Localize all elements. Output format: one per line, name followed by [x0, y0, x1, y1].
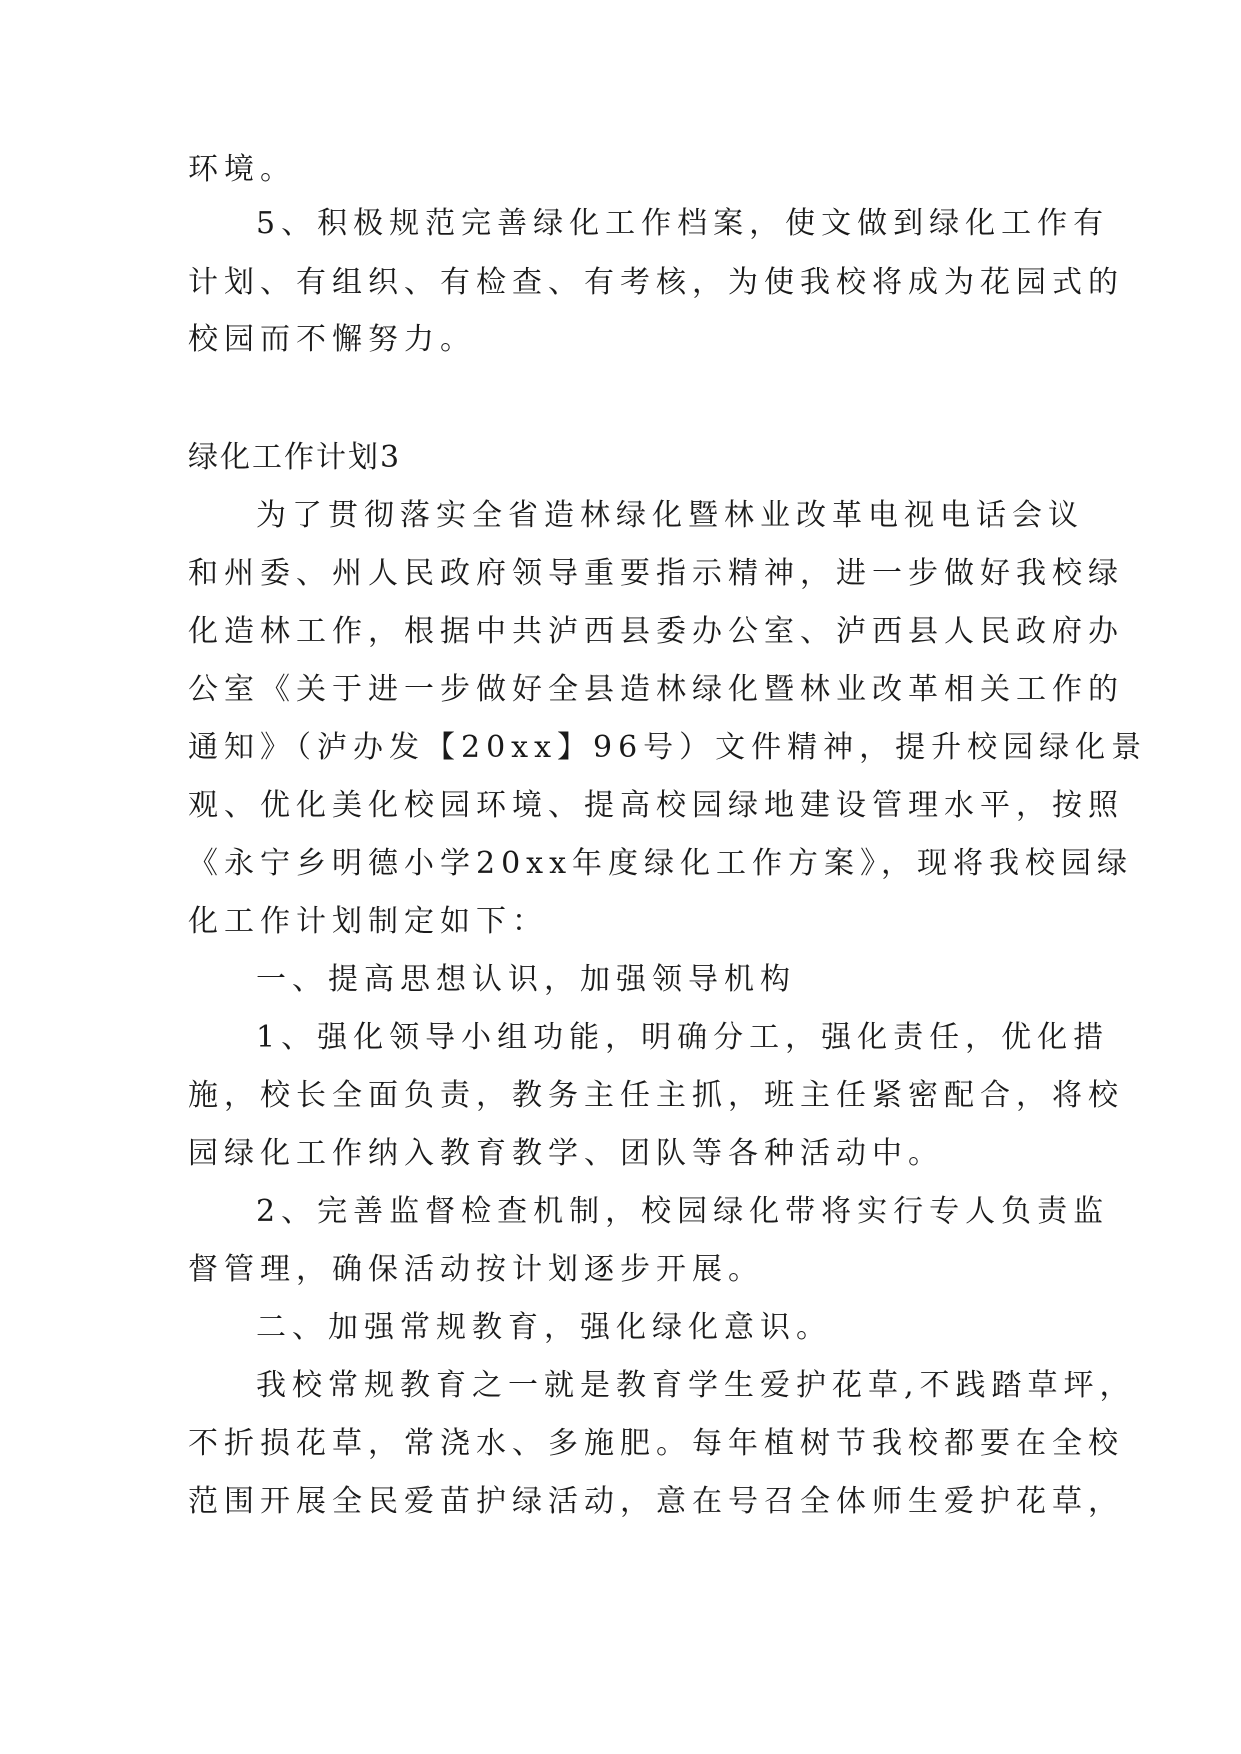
paragraph-line: 园绿化工作纳入教育教学、团队等各种活动中。	[188, 1136, 944, 1171]
paragraph-line: 我校常规教育之一就是教育学生爱护花草,不践踏草坪，	[256, 1368, 1136, 1403]
section-heading: 绿化工作计划3	[188, 440, 402, 475]
paragraph-line: 环境。	[188, 152, 296, 187]
paragraph-line: 为了贯彻落实全省造林绿化暨林业改革电视电话会议	[256, 498, 1084, 533]
paragraph-line: 计划、有组织、有检查、有考核，为使我校将成为花园式的	[188, 265, 1124, 300]
paragraph-line: 范围开展全民爱苗护绿活动，意在号召全体师生爱护花草，	[188, 1484, 1124, 1519]
paragraph-line: 化造林工作，根据中共泸西县委办公室、泸西县人民政府办	[188, 614, 1124, 649]
paragraph-line: 施，校长全面负责，教务主任主抓，班主任紧密配合，将校	[188, 1078, 1124, 1113]
paragraph-line: 公室《关于进一步做好全县造林绿化暨林业改革相关工作的	[188, 672, 1124, 707]
paragraph-line: 2、完善监督检查机制，校园绿化带将实行专人负责监	[256, 1194, 1110, 1229]
subheading-line: 一、提高思想认识，加强领导机构	[256, 962, 796, 997]
paragraph-line: 《永宁乡明德小学20xx年度绿化工作方案》，现将我校园绿	[188, 846, 1134, 881]
paragraph-line: 校园而不懈努力。	[188, 322, 476, 357]
subheading-line: 二、加强常规教育，强化绿化意识。	[256, 1310, 832, 1345]
paragraph-line: 观、优化美化校园环境、提高校园绿地建设管理水平，按照	[188, 788, 1124, 823]
paragraph-line: 5、积极规范完善绿化工作档案，使文做到绿化工作有	[256, 206, 1110, 241]
paragraph-line: 不折损花草，常浇水、多施肥。每年植树节我校都要在全校	[188, 1426, 1124, 1461]
paragraph-line: 1、强化领导小组功能，明确分工，强化责任，优化措	[256, 1020, 1110, 1055]
paragraph-line: 督管理，确保活动按计划逐步开展。	[188, 1252, 764, 1287]
paragraph-line: 和州委、州人民政府领导重要指示精神，进一步做好我校绿	[188, 556, 1124, 591]
paragraph-line: 通知》（泸办发【20xx】96号）文件精神，提升校园绿化景	[188, 730, 1148, 765]
paragraph-line: 化工作计划制定如下：	[188, 904, 548, 939]
